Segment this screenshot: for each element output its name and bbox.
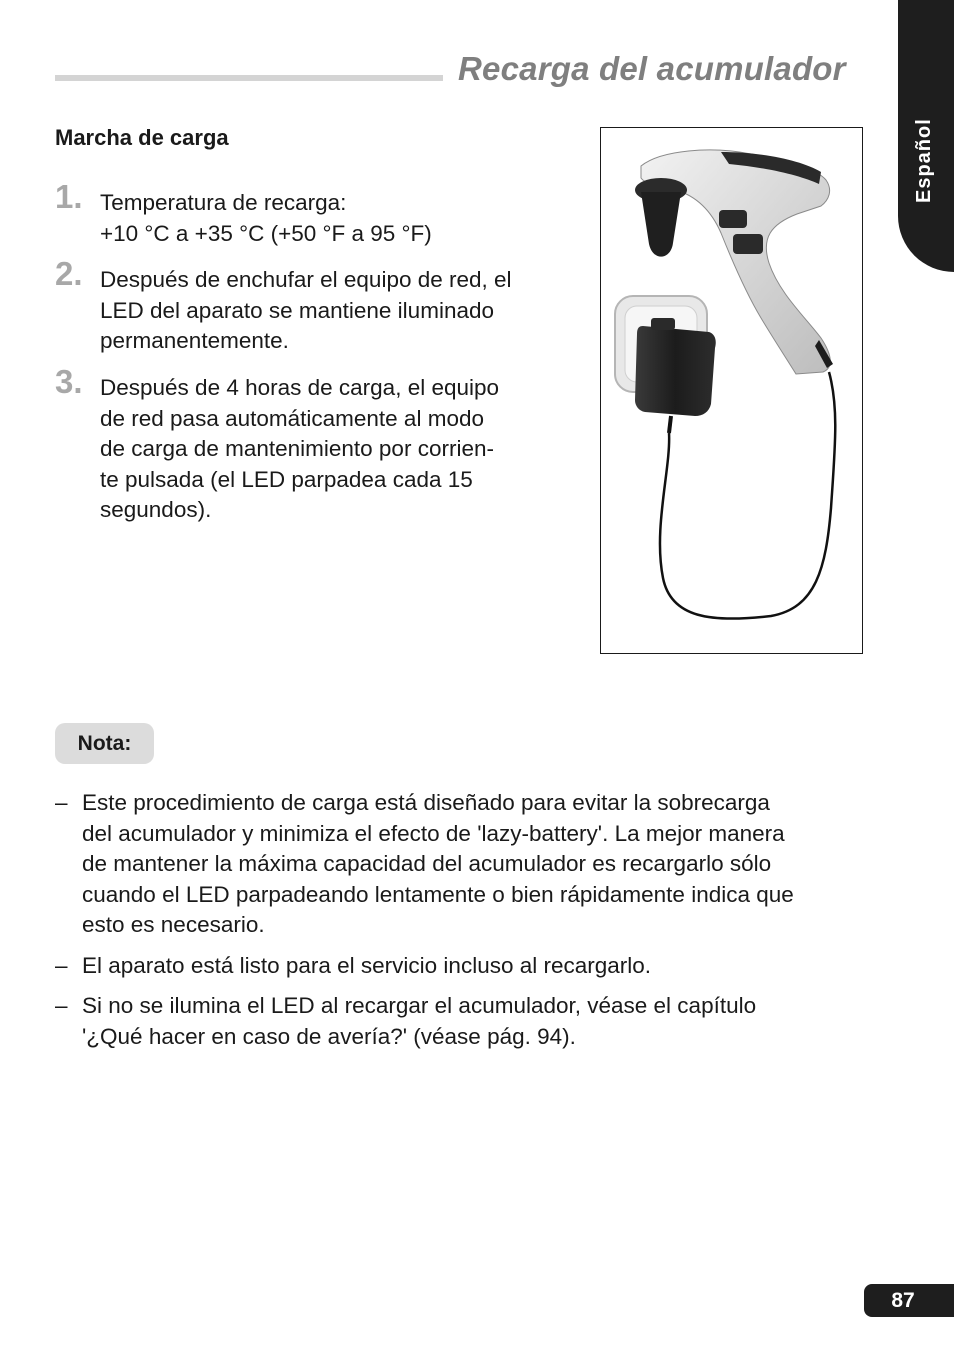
header-rule	[55, 75, 443, 81]
step-1	[55, 178, 565, 249]
note-line: '¿Qué hacer en caso de avería?' (véase pág. 94).	[82, 1023, 576, 1049]
note-line: del acumulador y minimiza el efecto de 'lazy-battery'. La mejor manera	[82, 820, 785, 846]
step-line: +10 °C a +35 °C (+50 °F a 95 °F)	[100, 220, 432, 246]
list-item	[55, 951, 875, 982]
step-number: 1.	[55, 178, 83, 215]
step-line: permanentemente.	[100, 328, 289, 353]
note-line: Este procedimiento de carga está diseñado para evitar la sobrecarga	[82, 790, 770, 815]
list-item	[55, 991, 875, 1052]
step-line: LED del aparato se mantiene iluminado	[100, 297, 494, 323]
note-line: cuando el LED parpadeando lentamente o bien rápidamente indica que	[82, 881, 794, 907]
note-line: de mantener la máxima capacidad del acumulador es recargarlo sólo	[82, 851, 772, 876]
step-line: segundos).	[100, 497, 212, 522]
device-photo	[600, 127, 863, 654]
bullet-dash: –	[55, 952, 68, 978]
step-line: Temperatura de recarga:	[100, 190, 347, 215]
bullet-dash: –	[55, 993, 68, 1018]
list-item	[55, 788, 875, 941]
step-number: 2.	[55, 255, 83, 292]
page-number: 87	[864, 1284, 954, 1317]
step-line: Después de enchufar el equipo de red, el	[100, 267, 512, 292]
step-line: te pulsada (el LED parpadea cada 15	[100, 466, 473, 492]
note-line: esto es necesario.	[82, 912, 265, 937]
note-list	[55, 788, 875, 1062]
bullet-dash: –	[55, 790, 68, 815]
section-heading: Marcha de carga	[55, 125, 229, 150]
step-line: de carga de mantenimiento por corrien-	[100, 436, 494, 461]
page-title: Recarga del acumulador	[458, 50, 846, 87]
step-text	[100, 373, 565, 526]
step-line: Después de 4 horas de carga, el equipo	[100, 375, 500, 400]
language-tab-label: Español	[913, 118, 935, 203]
note-badge: Nota:	[55, 723, 154, 764]
note-line: El aparato está listo para el servicio incluso al recargarlo.	[82, 952, 652, 978]
step-3	[55, 363, 565, 526]
step-line: de red pasa automáticamente al modo	[100, 405, 484, 431]
note-line: Si no se ilumina el LED al recargar el acumulador, véase el capítulo	[82, 993, 757, 1018]
pipette-charger-illustration	[601, 128, 862, 653]
step-text	[100, 188, 565, 249]
step-2	[55, 255, 565, 357]
step-number: 3.	[55, 363, 83, 400]
step-text	[100, 265, 565, 357]
